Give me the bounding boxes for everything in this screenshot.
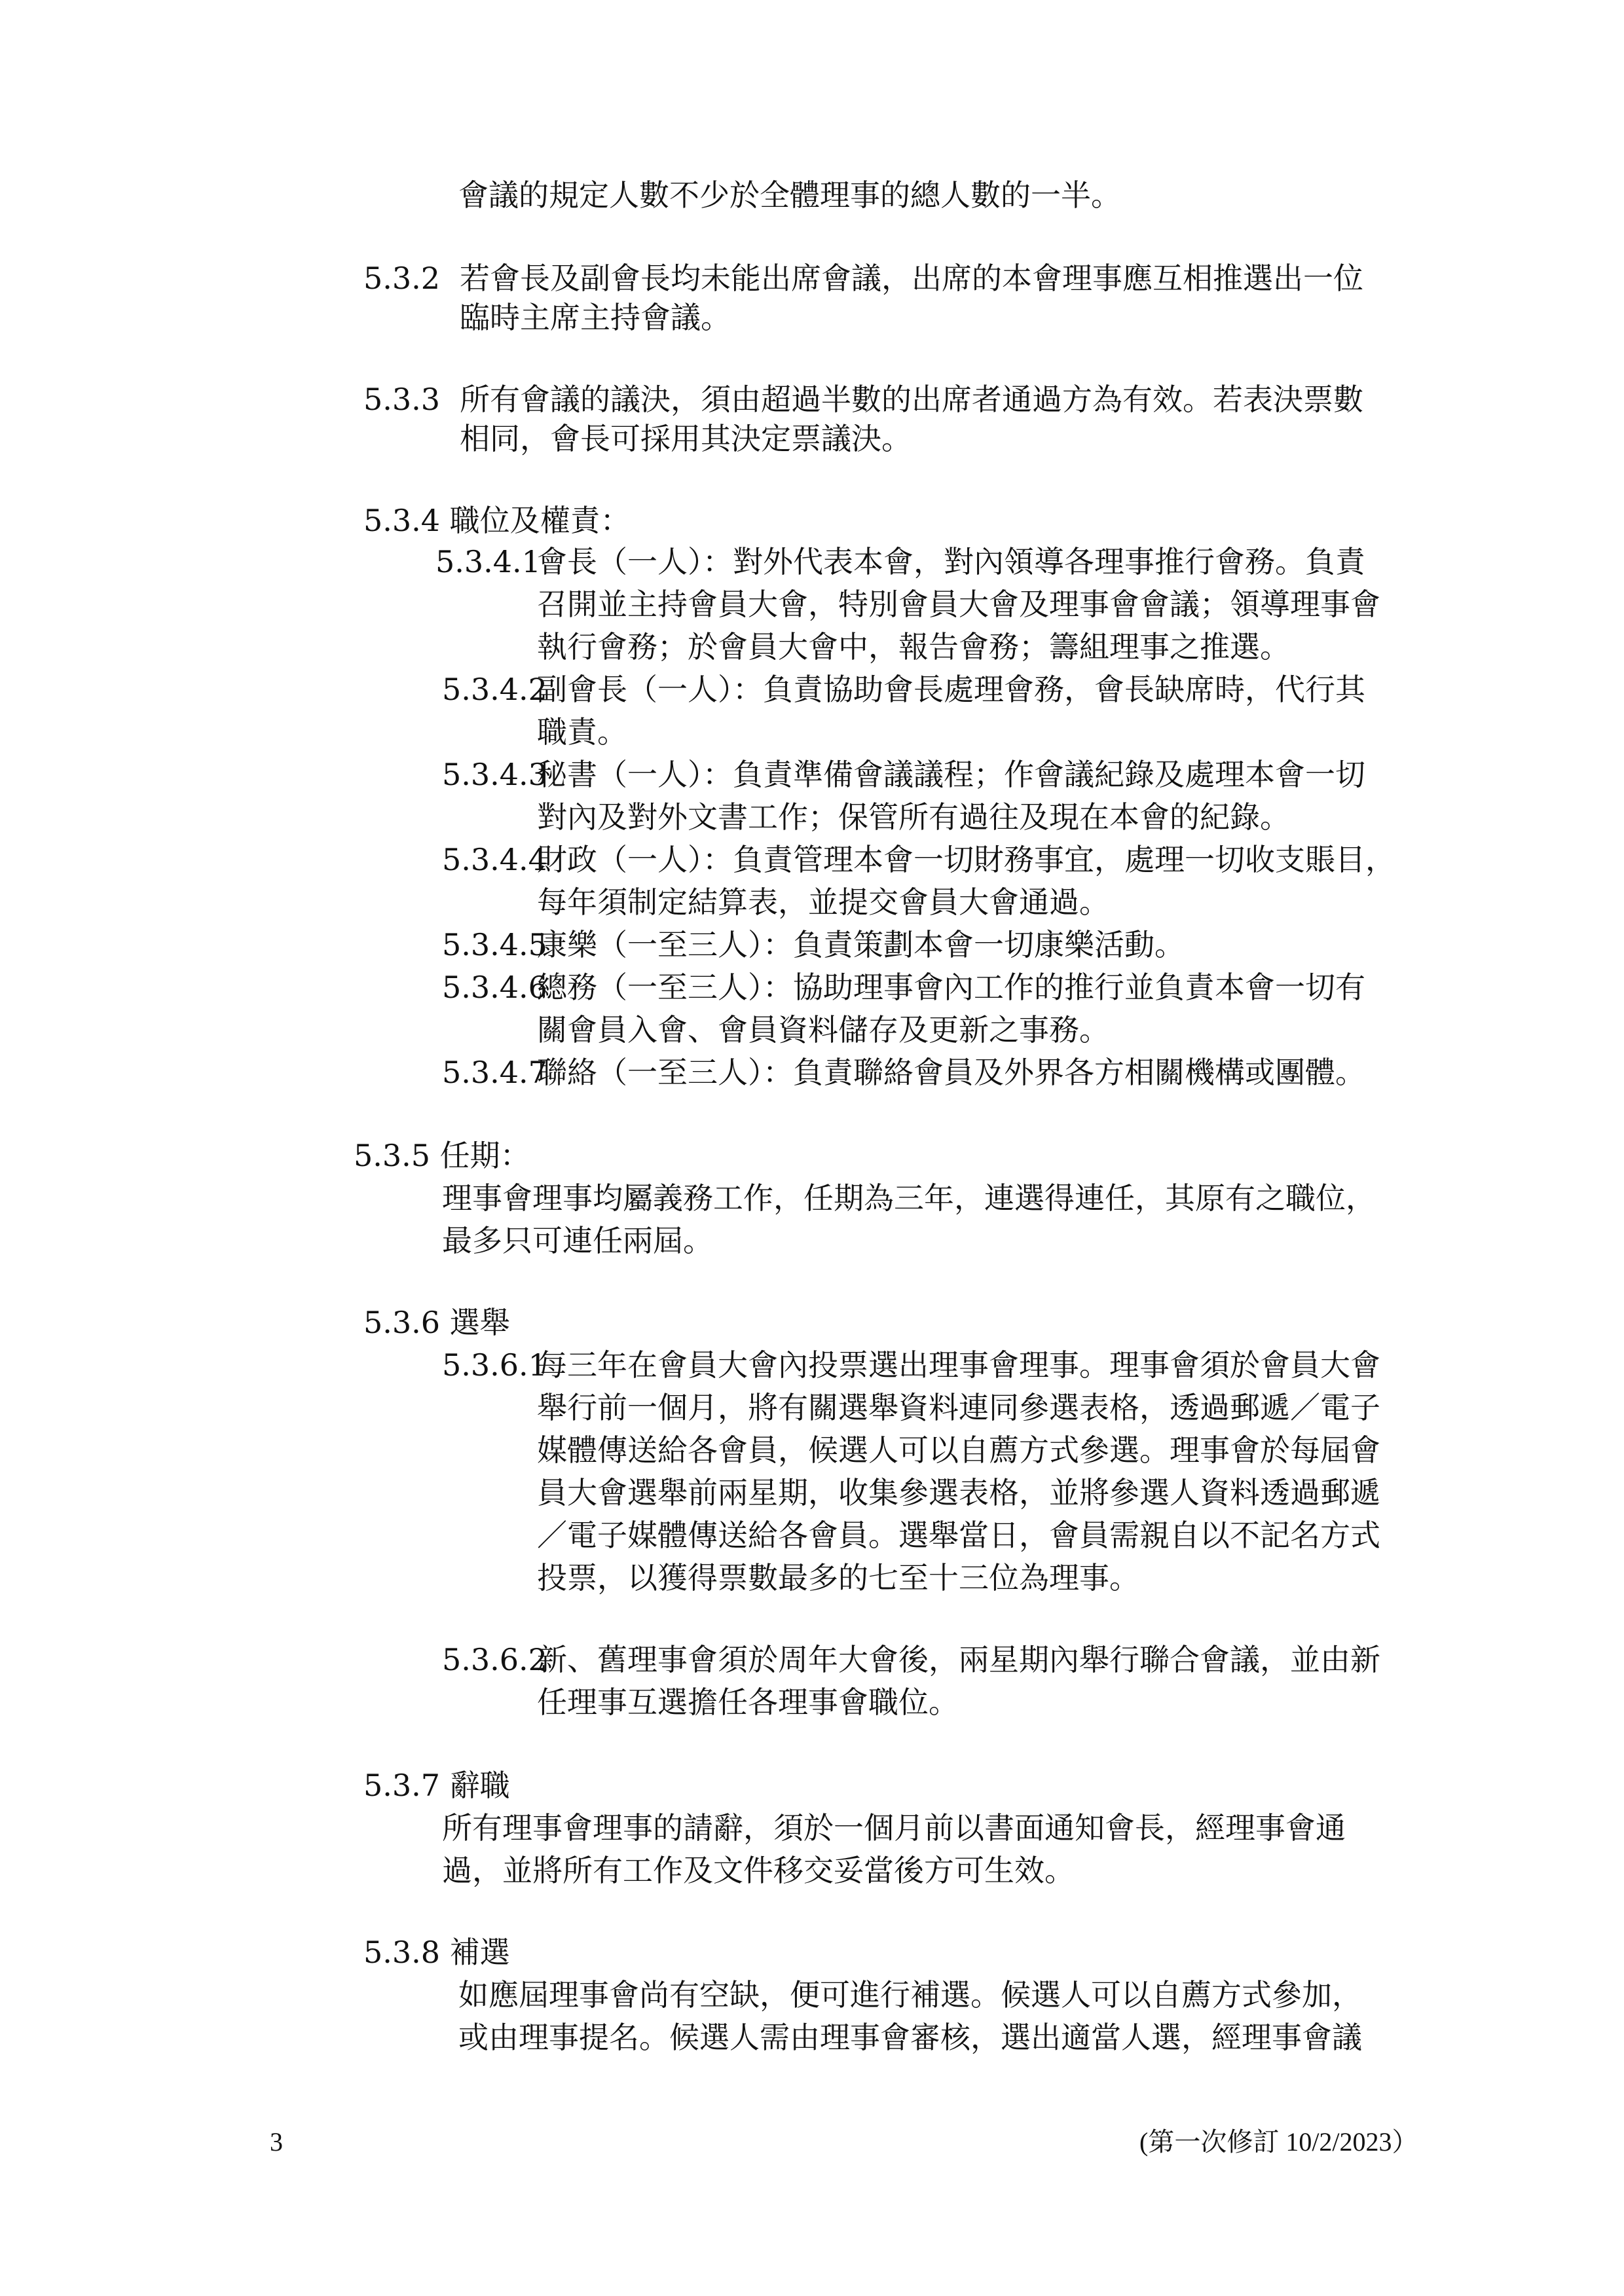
section-5-3-5-line-1: 理事會理事均屬義務工作，任期為三年，連選得連任，其原有之職位， [442, 1180, 1376, 1216]
item-5-3-4-4-number: 5.3.4.4 [442, 842, 547, 877]
item-5-3-4-3-line-2: 對內及對外文書工作；保管所有過往及現在本會的紀錄。 [537, 799, 1290, 835]
item-5-3-4-2-line-1: 副會長（一人）：負責協助會長處理會務，會長缺席時，代行其 [537, 672, 1365, 707]
item-5-3-4-4-line-2: 每年須制定結算表，並提交會員大會通過。 [537, 884, 1109, 920]
section-5-3-2-line-2: 臨時主席主持會議。 [460, 300, 731, 335]
item-5-3-4-6-line-1: 總務（一至三人）：協助理事會內工作的推行並負責本會一切有 [537, 970, 1365, 1005]
item-5-3-6-1-line-2: 舉行前一個月，將有關選舉資料連同參選表格，透過郵遞／電子 [537, 1390, 1380, 1425]
item-5-3-4-1-line-1: 會長（一人）：對外代表本會，對內領導各理事推行會務。負責 [537, 544, 1365, 579]
item-5-3-4-1-number: 5.3.4.1 [435, 544, 541, 579]
section-5-3-3-number: 5.3.3 [363, 382, 441, 417]
item-5-3-6-2-line-2: 任理事互選擔任各理事會職位。 [537, 1685, 959, 1720]
section-5-3-3-line-2: 相同，會長可採用其決定票議決。 [460, 421, 912, 456]
page-number: 3 [270, 2127, 283, 2157]
item-5-3-6-2-number: 5.3.6.2 [442, 1642, 547, 1677]
item-5-3-4-7-number: 5.3.4.7 [442, 1055, 547, 1090]
item-5-3-4-7-line-1: 聯絡（一至三人）：負責聯絡會員及外界各方相關機構或團體。 [537, 1055, 1365, 1090]
item-5-3-6-1-number: 5.3.6.1 [442, 1347, 547, 1383]
item-5-3-6-1-line-5: ／電子媒體傳送給各會員。選舉當日，會員需親自以不記名方式 [537, 1518, 1380, 1553]
item-5-3-4-6-line-2: 關會員入會、會員資料儲存及更新之事務。 [537, 1012, 1109, 1048]
item-5-3-4-6-number: 5.3.4.6 [442, 970, 547, 1005]
section-5-3-5-heading: 5.3.5 任期： [354, 1138, 530, 1173]
section-5-3-2-number: 5.3.2 [363, 261, 441, 296]
section-5-3-7-line-1: 所有理事會理事的請辭，須於一個月前以書面通知會長，經理事會通 [442, 1810, 1346, 1846]
revision-note: (第一次修訂 10/2/2023） [1139, 2127, 1418, 2157]
item-5-3-4-4-line-1: 財政（一人）：負責管理本會一切財務事宜，處理一切收支賬目， [537, 842, 1395, 877]
item-5-3-6-1-line-1: 每三年在會員大會內投票選出理事會理事。理事會須於會員大會 [537, 1347, 1380, 1383]
item-5-3-4-2-number: 5.3.4.2 [442, 672, 547, 707]
section-5-3-7-line-2: 過，並將所有工作及文件移交妥當後方可生效。 [442, 1853, 1075, 1888]
item-5-3-4-5-number: 5.3.4.5 [442, 927, 547, 962]
section-5-3-6-heading: 5.3.6 選舉 [363, 1305, 510, 1340]
item-5-3-6-2-line-1: 新、舊理事會須於周年大會後，兩星期內舉行聯合會議，並由新 [537, 1642, 1380, 1677]
section-5-3-7-heading: 5.3.7 辭職 [363, 1768, 510, 1803]
section-5-3-8-line-2: 或由理事提名。候選人需由理事會審核，選出適當人選，經理事會議 [458, 2020, 1362, 2055]
intro-line: 會議的規定人數不少於全體理事的總人數的一半。 [458, 177, 1121, 213]
item-5-3-4-3-line-1: 秘書（一人）：負責準備會議議程；作會議紀錄及處理本會一切 [537, 757, 1365, 792]
section-5-3-8-line-1: 如應屆理事會尚有空缺，便可進行補選。候選人可以自薦方式參加， [458, 1977, 1362, 2013]
item-5-3-4-1-line-2: 召開並主持會員大會，特別會員大會及理事會會議；領導理事會 [537, 587, 1380, 622]
section-5-3-4-heading: 5.3.4 職位及權責： [363, 503, 631, 538]
item-5-3-4-5-line-1: 康樂（一至三人）：負責策劃本會一切康樂活動。 [537, 927, 1185, 962]
item-5-3-4-3-number: 5.3.4.3 [442, 757, 547, 792]
section-5-3-5-line-2: 最多只可連任兩屆。 [442, 1223, 713, 1258]
item-5-3-4-1-line-3: 執行會務；於會員大會中，報告會務；籌組理事之推選。 [537, 629, 1290, 665]
section-5-3-2-line-1: 若會長及副會長均未能出席會議，出席的本會理事應互相推選出一位 [460, 261, 1363, 296]
item-5-3-6-1-line-6: 投票，以獲得票數最多的七至十三位為理事。 [537, 1560, 1139, 1595]
item-5-3-6-1-line-3: 媒體傳送給各會員，候選人可以自薦方式參選。理事會於每屆會 [537, 1432, 1380, 1468]
section-5-3-3-line-1: 所有會議的議決，須由超過半數的出席者通過方為有效。若表決票數 [460, 382, 1363, 417]
section-5-3-8-heading: 5.3.8 補選 [363, 1935, 510, 1970]
item-5-3-6-1-line-4: 員大會選舉前兩星期，收集參選表格，並將參選人資料透過郵遞 [537, 1475, 1380, 1510]
item-5-3-4-2-line-2: 職責。 [537, 714, 627, 750]
